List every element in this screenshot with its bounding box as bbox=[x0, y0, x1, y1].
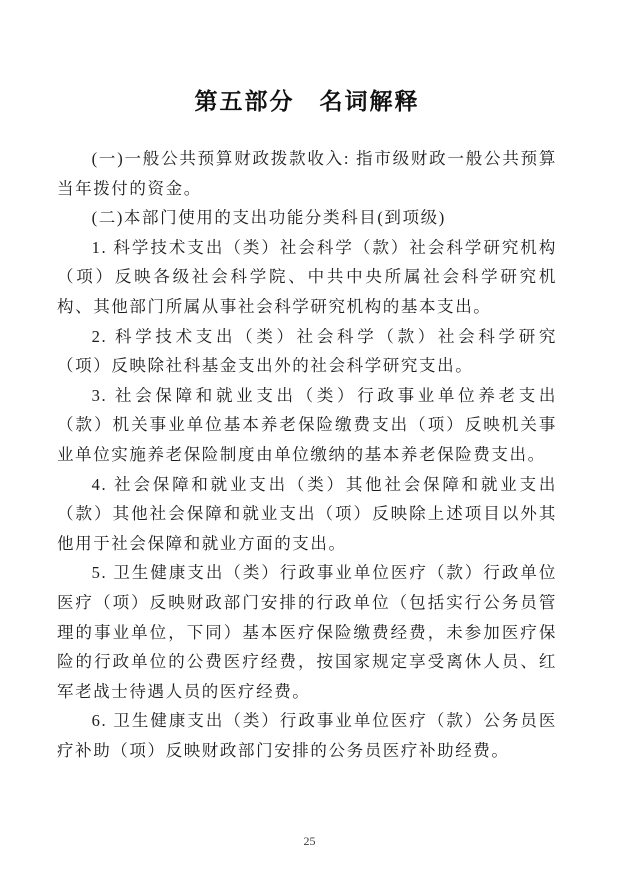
page-title: 第五部分 名词解释 bbox=[194, 88, 420, 114]
paragraph-item-4: 4. 社会保障和就业支出（类）其他社会保障和就业支出（款）其他社会保障和就业支出（项）反映除上述项目以外其他用于社会保障和就业方面的支出。 bbox=[57, 474, 557, 553]
paragraph-item-6: 6. 卫生健康支出（类）行政事业单位医疗（款）公务员医疗补助（项）反映财政部门安排的公务员医疗补助经费。 bbox=[57, 711, 557, 760]
paragraph-item-1: 1. 科学技术支出（类）社会科学（款）社会科学研究机构（项）反映各级社会科学院、中共中央所属社会科学研究机构、其他部门所属从事社会科学研究机构的基本支出。 bbox=[57, 237, 557, 316]
paragraph-expenditure-classification-heading: (二)本部门使用的支出功能分类科目(到项级) bbox=[91, 208, 446, 228]
paragraph-item-3: 3. 社会保障和就业支出（类）行政事业单位养老支出（款）机关事业单位基本养老保险缴费支出（项）反映机关事业单位实施养老保险制度由单位缴纳的基本养老保险费支出。 bbox=[57, 385, 557, 464]
page-number: 25 bbox=[303, 834, 316, 848]
paragraph-general-budget-income: (一)一般公共预算财政拨款收入: 指市级财政一般公共预算当年拨付的资金。 bbox=[57, 149, 557, 198]
paragraph-item-2: 2. 科学技术支出（类）社会科学（款）社会科学研究（项）反映除社科基金支出外的社会科学研究支出。 bbox=[57, 326, 557, 376]
document-body bbox=[57, 144, 557, 765]
paragraph-item-5: 5. 卫生健康支出（类）行政事业单位医疗（款）行政单位医疗（项）反映财政部门安排的行政单位（包括实行公务员管理的事业单位，下同）基本医疗保险缴费经费，未参加医疗保险的行政单位的公费医疗经费，按国家规定享受离休人员、红军老战士待遇人员的医疗经费。 bbox=[57, 563, 557, 701]
